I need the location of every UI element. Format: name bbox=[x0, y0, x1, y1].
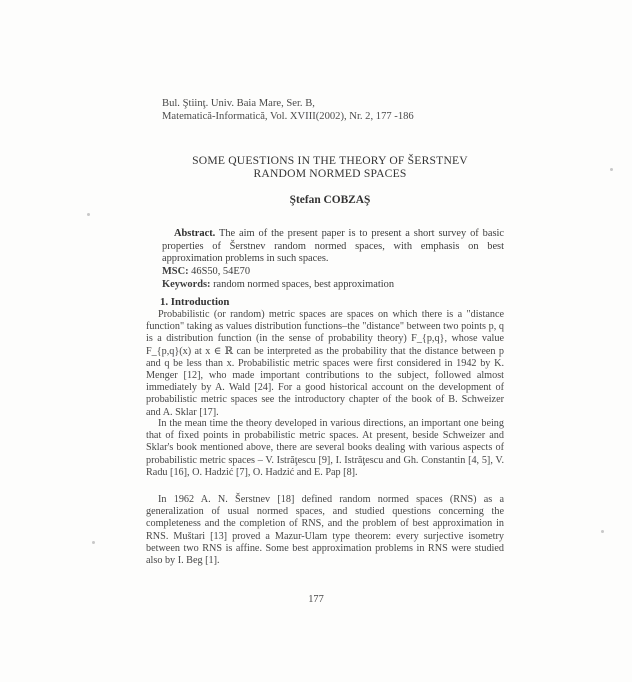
scan-speck bbox=[92, 541, 95, 544]
paragraph-3-text: In 1962 A. N. Šerstnev [18] defined random normed spaces (RNS) as a generalization of usual normed spaces, and studied questions concerning the completeness and the completion of RNS, and the problem of best approximation in RNS. Muštari [13] proved a Mazur-Ulam type theorem: every surjective isometry between two RNS is affine. Some best approximation problems in RNS were studied also by I. Beg [1]. bbox=[146, 494, 504, 567]
keywords-line bbox=[162, 279, 394, 290]
paragraph-2-text: In the mean time the theory developed in various directions, an important one being that of fixed points in probabilistic metric spaces. At present, beside Schweizer and Sklar's book mentioned above, there are several books dealing with various aspects of probabilistic metric spaces – V. Istrăţescu [9], I. Istrăţescu and Gh. Constantin [4, 5], V. Radu [16], O. Hadzić [7], O. Hadzić and E. Pap [8]. bbox=[146, 418, 504, 478]
journal-line-1: Bul. Ştiinţ. Univ. Baia Mare, Ser. B, bbox=[162, 98, 315, 109]
abstract-text: The aim of the present paper is to present a short survey of basic properties of Šerstnev random normed spaces, with emphasis on best approximation problems in such spaces. bbox=[162, 228, 504, 265]
msc-value: 46S50, 54E70 bbox=[191, 266, 251, 277]
journal-line-2: Matematică-Informatică, Vol. XVIII(2002), Nr. 2, 177 -186 bbox=[162, 110, 414, 122]
paragraph-1 bbox=[146, 309, 504, 419]
title-line-1: SOME QUESTIONS IN THE THEORY OF ŠERSTNEV bbox=[192, 154, 468, 167]
scan-speck bbox=[601, 530, 604, 533]
paragraph-3 bbox=[146, 494, 504, 567]
abstract-label: Abstract. bbox=[174, 228, 216, 239]
section-heading: 1. Introduction bbox=[160, 296, 230, 308]
msc-line bbox=[162, 266, 250, 277]
paragraph-1-text: Probabilistic (or random) metric spaces are spaces on which there is a "distance function" taking as values distribution functions–the "distance" between two points p, q is a distribution function (in the sense of probability theory) F_{p,q}, whose value F_{p,q}(x) at x ∈ ℝ can be interpreted as the probability that the distance between p and q be less than x. Probabilistic metric spaces were first considered in 1942 by K. Menger [12], who made important contributions to the subject, followed almost immediately by A. Wald [24]. For a good historical account on the development of probabilistic metric spaces see the introductory chapter of the book of B. Schweizer and A. Sklar [17]. bbox=[146, 309, 504, 418]
scan-speck bbox=[610, 168, 613, 171]
abstract bbox=[162, 228, 504, 266]
paper-title bbox=[120, 154, 540, 180]
keywords-label: Keywords: bbox=[162, 279, 211, 290]
scan-speck bbox=[87, 213, 90, 216]
msc-label: MSC: bbox=[162, 266, 189, 277]
author-name: Ştefan COBZAŞ bbox=[289, 194, 371, 206]
page-number: 177 bbox=[308, 594, 324, 605]
paragraph-2 bbox=[146, 418, 504, 479]
journal-header bbox=[162, 98, 414, 123]
keywords-value: random normed spaces, best approximation bbox=[213, 279, 395, 290]
title-line-2: RANDOM NORMED SPACES bbox=[253, 167, 407, 180]
